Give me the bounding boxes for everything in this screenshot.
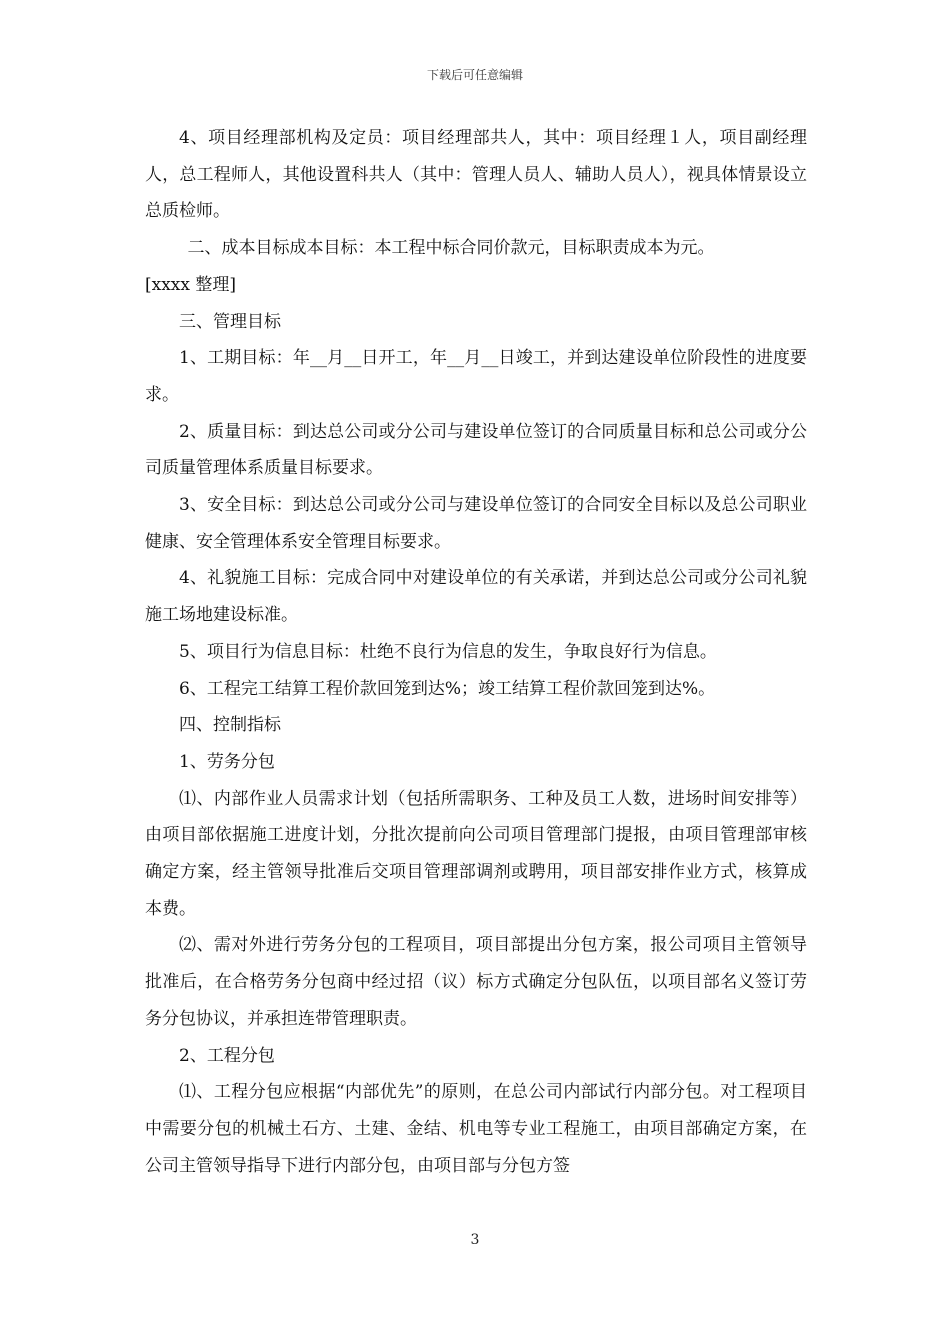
section-heading-control-indicators: 四、控制指标 — [179, 715, 281, 736]
paragraph-org-staffing: 4、项目经理部机构及定员：项目经理部共人，其中：项目经理１人，项目副经理人，总工程师人，其他设置科共人（其中：管理人员人、辅助人员人），视具体情景设立总质检师。 — [145, 128, 807, 222]
paragraph-quality-target: 2、质量目标：到达总公司或分公司与建设单位签订的合同质量目标和总公司或分公司质量管理体系质量目标要求。 — [145, 421, 807, 479]
paragraph-behavior-info-target: 5、项目行为信息目标：杜绝不良行为信息的发生，争取良好行为信息。 — [179, 641, 717, 662]
subheading-labor-subcontract: 1、劳务分包 — [179, 751, 275, 772]
page-number: 3 — [470, 1232, 480, 1248]
paragraph-compiled-note: [xxxx 整理] — [145, 274, 237, 295]
subheading-engineering-subcontract: 2、工程分包 — [179, 1045, 275, 1066]
section-heading-management-targets: 三、管理目标 — [179, 311, 281, 332]
paragraph-civilized-construction-target: 4、礼貌施工目标：完成合同中对建设单位的有关承诺，并到达总公司或分公司礼貌施工场地建设标准。 — [145, 568, 807, 626]
document-body — [145, 120, 807, 1184]
paragraph-external-labor-subcontract: ⑵、需对外进行劳务分包的工程项目，项目部提出分包方案，报公司项目主管领导批准后，在合格劳务分包商中经过招（议）标方式确定分包队伍，以项目部名义签订劳务分包协议，并承担连带管理职责。 — [145, 935, 807, 1029]
paragraph-internal-staffing-plan: ⑴、内部作业人员需求计划（包括所需职务、工种及员工人数，进场时间安排等）由项目部依据施工进度计划，分批次提前向公司项目管理部门提报，由项目管理部审核确定方案，经主管领导批准后交项目管理部调剂或聘用，项目部安排作业方式，核算成本费。 — [145, 788, 807, 919]
paragraph-safety-target: 3、安全目标：到达总公司或分公司与建设单位签订的合同安全目标以及总公司职业健康、安全管理体系安全管理目标要求。 — [145, 495, 807, 552]
paragraph-cost-target: 二、成本目标成本目标：本工程中标合同价款元，目标职责成本为元。 — [187, 238, 715, 259]
page-header: 下载后可任意编辑 — [426, 68, 523, 82]
paragraph-schedule-target: 1、工期目标：年__月__日开工，年__月__日竣工，并到达建设单位阶段性的进度要求。 — [145, 348, 807, 405]
paragraph-payment-collection-target: 6、工程完工结算工程价款回笼到达%；竣工结算工程价款回笼到达%。 — [179, 678, 716, 699]
paragraph-internal-priority-subcontract: ⑴、工程分包应根据“内部优先”的原则，在总公司内部试行内部分包。对工程项目中需要分包的机械土石方、土建、金结、机电等专业工程施工，由项目部确定方案，在公司主管领导指导下进行内部分包，由项目部与分包方签 — [145, 1082, 807, 1176]
